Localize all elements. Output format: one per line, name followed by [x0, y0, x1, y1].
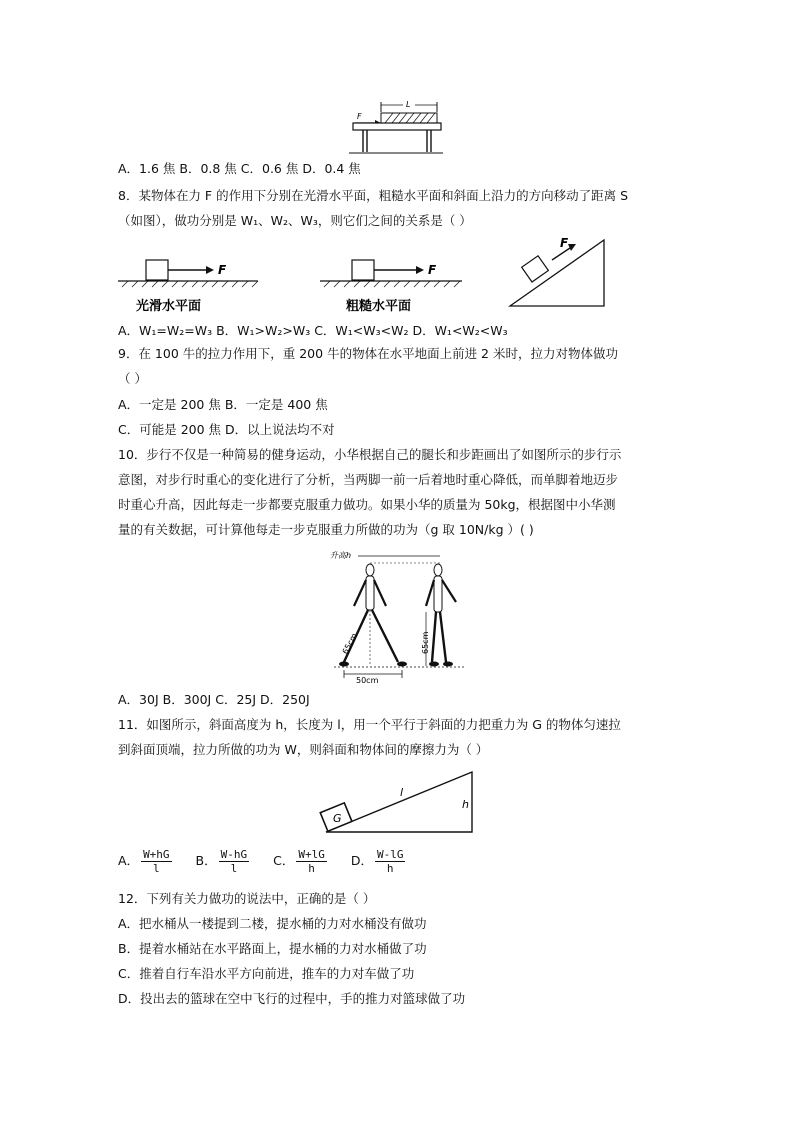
q8-figure — [118, 236, 618, 318]
q11-option-c: C． $\frac{W+lG}{h}$ — [273, 848, 325, 875]
q10-step-label: 50cm — [356, 676, 379, 685]
q10-leg-label-2: 65cm — [421, 631, 430, 654]
q10-options: A．30J B．300J C．25J D．250J — [118, 692, 310, 707]
q11-h-label: h — [462, 798, 469, 811]
q11-g-label: G — [333, 812, 342, 825]
q8-stem-line2: （如图），做功分别是 W₁、W₂、W₃，则它们之间的关系是（ ） — [118, 213, 472, 228]
force-label-f: F — [357, 112, 362, 121]
q8-force-label-2: F — [428, 263, 437, 277]
length-label-l: L — [406, 100, 411, 109]
q12-option-c: C．推着自行车沿水平方向前进，推车的力对车做了功 — [118, 966, 415, 981]
q11-l-label: l — [400, 786, 404, 799]
q10-stem-line1: 10．步行不仅是一种简易的健身运动，小华根据自己的腿长和步距画出了如图所示的步行示 — [118, 447, 622, 462]
q10-stem-line2: 意图，对步行时重心的变化进行了分析，当两脚一前一后着地时重心降低，而单脚着地迈步 — [118, 472, 619, 487]
q10-stem-line4: 量的有关数据，可计算他每走一步克服重力所做的功为（g 取 10N/kg ）( ) — [118, 522, 534, 537]
q7-options: A．1.6 焦 B．0.8 焦 C．0.6 焦 D．0.4 焦 — [118, 161, 361, 176]
q10-walking-figure — [330, 548, 470, 686]
q12-option-a: A．把水桶从一楼提到二楼，提水桶的力对水桶没有做功 — [118, 916, 427, 931]
q8-options: A．W₁=W₂=W₃ B．W₁>W₂>W₃ C．W₁<W₃<W₂ D．W₁<W₂<W₃ — [118, 323, 508, 338]
q12-stem: 12．下列有关力做功的说法中，正确的是（ ） — [118, 891, 376, 906]
table-block-figure — [345, 96, 445, 158]
q11-incline-figure — [318, 768, 478, 836]
q10-stem-line3: 时重心升高，因此每走一步都要克服重力做功。如果小华的质量为 50kg，根据图中小华测 — [118, 497, 616, 512]
q9-stem-line2: （ ） — [118, 371, 147, 386]
q8-force-label-3: F — [560, 236, 569, 250]
q8-force-label-1: F — [218, 263, 227, 277]
q9-options-cd: C．可能是 200 焦 D．以上说法均不对 — [118, 422, 335, 437]
q8-stem-line1: 8．某物体在力 F 的作用下分别在光滑水平面，粗糙水平面和斜面上沿力的方向移动了距离 S — [118, 188, 628, 203]
q11-option-a: A． $\frac{W+hG}{l}$ — [118, 848, 170, 875]
q12-option-d: D．投出去的篮球在空中飞行的过程中，手的推力对篮球做了功 — [118, 991, 466, 1006]
q8-label-smooth: 光滑水平面 — [136, 299, 202, 314]
q9-options-ab: A．一定是 200 焦 B．一定是 400 焦 — [118, 397, 328, 412]
q11-stem-line2: 到斜面顶端，拉力所做的功为 W，则斜面和物体间的摩擦力为（ ） — [118, 742, 489, 757]
q10-leg-label-1: 65cm — [340, 631, 360, 656]
q11-option-d: D． $\frac{W-lG}{h}$ — [350, 848, 404, 875]
q9-stem-line1: 9．在 100 牛的拉力作用下，重 200 牛的物体在水平地面上前进 2 米时，拉力对物体做功 — [118, 346, 618, 361]
q11-stem-line1: 11．如图所示，斜面高度为 h，长度为 l，用一个平行于斜面的力把重力为 G 的物体匀速拉 — [118, 717, 621, 732]
q10-rise-label: 升高h — [330, 551, 352, 560]
q8-label-rough: 粗糙水平面 — [346, 299, 412, 314]
q11-options — [118, 848, 425, 875]
q12-option-b: B．提着水桶站在水平路面上，提水桶的力对水桶做了功 — [118, 941, 427, 956]
q11-option-b: B． $\frac{W-hG}{l}$ — [195, 848, 248, 875]
